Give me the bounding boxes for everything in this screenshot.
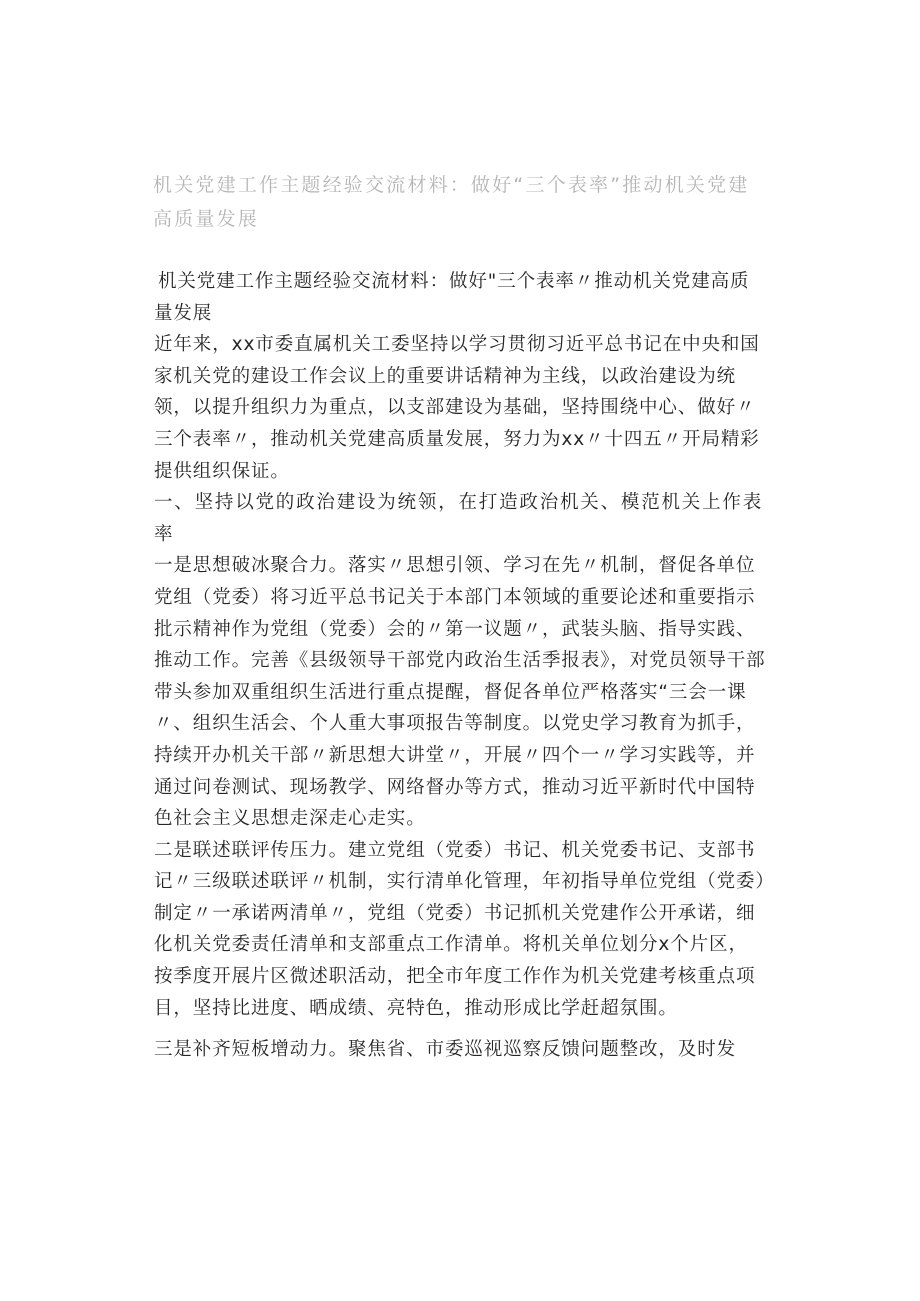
document-body [154, 266, 766, 1066]
section-heading-1: 一、坚持以党的政治建设为统领，在打造政治机关、模范机关上作表率 [154, 492, 764, 545]
paragraph-point-3: 三是补齐短板增动力。聚焦省、市委巡视巡察反馈问题整改，及时发 [154, 1039, 737, 1061]
paragraph-point-1: 一是思想破冰聚合力。落实〃思想引领、学习在先〃机制，督促各单位党组（党委）将习近平总书记关于本部门本领域的重要论述和重要指示批示精神作为党组（党委）会的〃第一议题〃，武装头脑、指导实践、推动工作。完善《县级领导干部党内政治生活季报表》，对党员领导干部带头参加双重组织生活进行重点提醒，督促各单位严格落实“三会一课〃、组织生活会、个人重大事项报告等制度。以党史学习教育为抓手，持续开办机关干部〃新思想大讲堂〃，开展〃四个一〃学习实践等，并通过问卷测试、现场教学、网络督办等方式，推动习近平新时代中国特色社会主义思想走深走心走实。 [154, 555, 766, 830]
paragraph-point-2: 二是联述联评传压力。建立党组（党委）书记、机关党委书记、支部书记〃三级联述联评〃机制，实行清单化管理，年初指导单位党组（党委）制定〃一承诺两清单〃，党组（党委）书记抓机关党建作公开承诺，细化机关党委责任清单和支部重点工作清单。将机关单位划分x个片区，按季度开展片区微述职活动，把全市年度工作作为机关党建考核重点项目，坚持比进度、晒成绩、亮特色，推动形成比学赶超氛围。 [154, 839, 766, 1019]
paragraph-intro: 近年来，xx市委直属机关工委坚持以学习贯彻习近平总书记在中央和国家机关党的建设工作会议上的重要讲话精神为主线，以政治建设为统领，以提升组织力为重点，以支部建设为基础，坚持围绕中心、做好〃三个表率〃，推动机关党建高质量发展，努力为xx〃十四五〃开局精彩提供组织保证。 [154, 334, 760, 482]
header-title: 机关党建工作主题经验交流材料：做好“三个表率”推动机关党建高质量发展 [153, 174, 750, 230]
document-title: 机关党建工作主题经验交流材料：做好"三个表率〃推动机关党建高质量发展 [154, 271, 750, 324]
